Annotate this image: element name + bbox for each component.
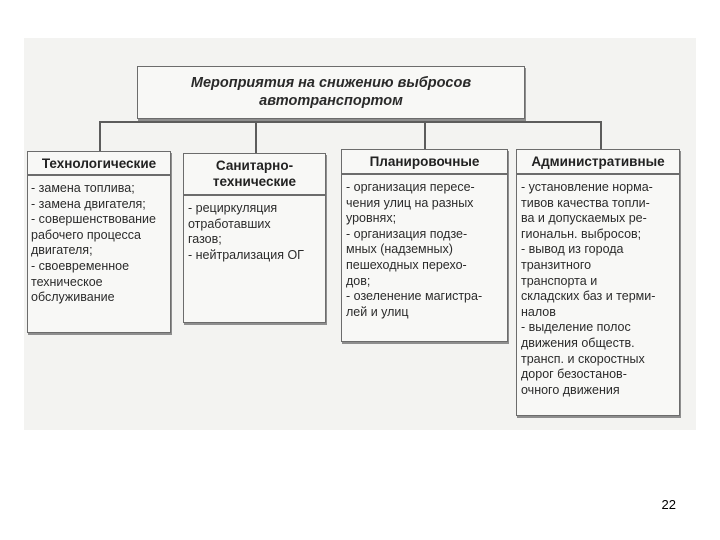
connector-col3: [424, 121, 426, 149]
title-box: [137, 66, 525, 119]
content-sanitary: - рециркуляция отработавших газов; - нейтрализация ОГ: [188, 201, 304, 262]
connector-col1: [99, 121, 101, 151]
content-planning: - организация пересе- чения улиц на разных уровнях; - организация подзе- мных (надземных) пешеходных перехо- дов; - озеленение магистра- лей и улиц: [346, 180, 483, 319]
diagram-title: Мероприятия на снижению выбросов автотранспортом: [190, 75, 472, 109]
content-administrative: - установление норма- тивов качества топли- ва и допускаемых ре- гиональн. выбросов; - вывод из города транзитного транспорта и складских баз и терми- налов - выделение полос движения обществ. трансп. и скоростных дорог безостанов- очного движения: [521, 180, 656, 397]
content-box-administrative: [516, 174, 680, 416]
header-box-administrative: [516, 149, 680, 174]
connector-horizontal: [99, 121, 601, 123]
content-box-planning: [341, 174, 508, 342]
content-box-technological: [27, 175, 171, 333]
content-technological: - замена топлива; - замена двигателя; - совершенствование рабочего процесса двигателя; - своевременное техническое обслуживание: [31, 181, 156, 305]
header-sanitary: Санитарно- технические: [212, 158, 297, 189]
content-box-sanitary: [183, 195, 326, 323]
header-box-sanitary: [183, 153, 326, 195]
header-box-planning: [341, 149, 508, 174]
header-technological: Технологические: [41, 156, 157, 171]
page-number: 22: [661, 497, 676, 512]
connector-col4: [600, 121, 602, 149]
header-box-technological: [27, 151, 171, 175]
header-planning: Планировочные: [369, 154, 480, 169]
connector-col2: [255, 121, 257, 153]
header-administrative: Административные: [531, 154, 665, 169]
